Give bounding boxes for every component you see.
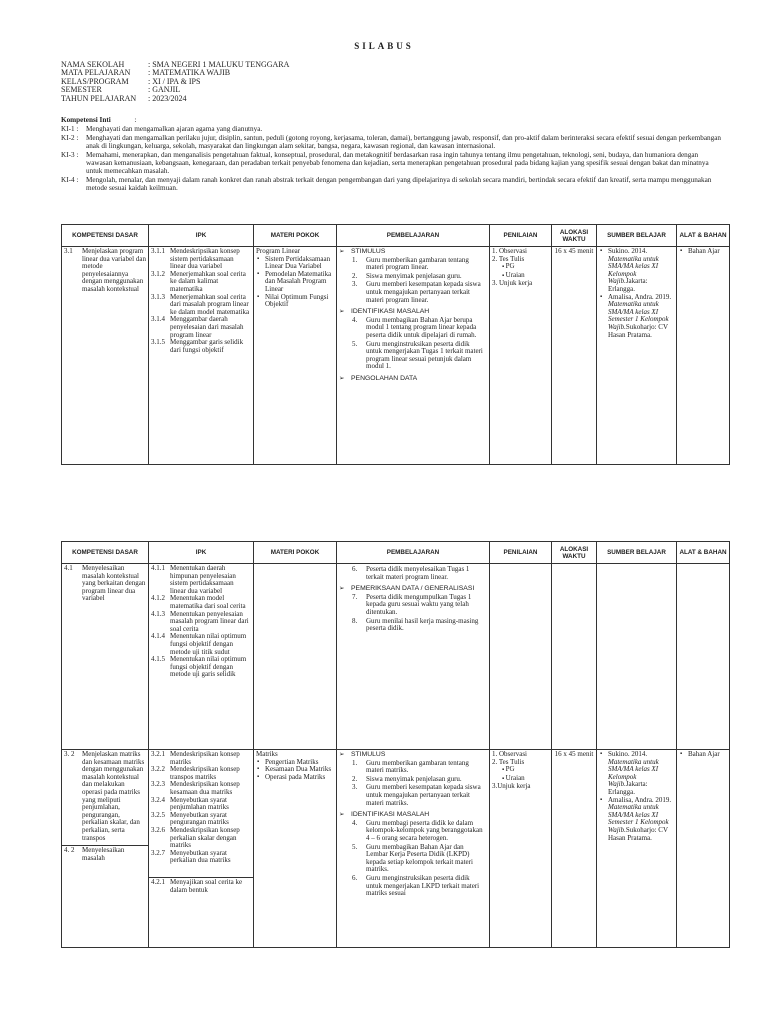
ipk-text: Mendeskripsikan konsep sistem pertidaksamaan linear dua variabel	[170, 247, 240, 271]
kd-number: 4. 2	[64, 846, 75, 855]
step-number: 4.	[352, 315, 358, 324]
materi-list	[256, 256, 334, 309]
section-title: PENGOLAHAN DATA	[351, 374, 418, 382]
sumber-publisher: Sukoharjo: CV Hasan Pratama.	[608, 825, 668, 842]
ipk-number: 3.2.5	[151, 810, 165, 819]
sumber-author: Amalisa, Andra. 2019.	[608, 795, 672, 804]
sumber-author: Sukino. 2014.	[608, 750, 648, 758]
ipk-item	[151, 248, 251, 271]
section-heading	[339, 375, 487, 383]
table-row	[62, 247, 730, 465]
ipk-text: Mendeskripsikan konsep kesamaan dua matriks	[170, 780, 240, 796]
sumber-item	[608, 248, 674, 294]
ipk-number: 3.2.6	[151, 825, 165, 834]
penilaian-cell	[490, 247, 552, 465]
step-number: 7.	[352, 592, 358, 601]
pembelajaran-step	[339, 875, 487, 898]
step-number: 4.	[352, 818, 358, 827]
info-label: SEMESTER	[61, 85, 102, 95]
kd-number: 3.1	[64, 247, 73, 255]
step-text: Guru memberi kesempatan kepada siswa untuk mengajukan pertanyaan terkait materi matriks.	[366, 783, 481, 807]
alat-item: ▪ Bahan Ajar	[688, 248, 727, 256]
penilaian-item: 3.Unjuk kerja	[492, 782, 531, 791]
ipk-number: 3.1.1	[151, 247, 165, 255]
step-number: 6.	[352, 873, 358, 882]
ipk-number: 3.2.3	[151, 780, 165, 789]
materi-item: ▪ Nilai Optimum Fungsi Objektif	[265, 294, 334, 309]
kd-text: Menjelaskan matriks dan kesamaan matriks dengan menggunakan masalah kontekstual dan melakukan operasi pada matriks yang meliputi penjumlahan, pengurangan, perkalian skalar, dan perkalian, serta transpos	[82, 750, 145, 842]
materi-list	[256, 759, 334, 782]
ipk-number: 3.1.4	[151, 315, 165, 324]
ipk-item	[151, 633, 251, 656]
ipk-number: 3.1.2	[151, 269, 165, 278]
empty-cell	[677, 564, 730, 750]
ki-text: Menghayati dan mengamalkan ajaran agama yang dianutnya.	[86, 125, 263, 134]
ipk-text: Mendeskripsikan konsep transpos matriks	[170, 765, 240, 781]
header-alokasi: ALOKASI WAKTU	[552, 542, 597, 564]
header-pembelajaran: PEMBELAJARAN	[337, 542, 490, 564]
ipk-item	[151, 850, 251, 865]
info-value: : GANJIL	[148, 85, 181, 95]
penilaian-cell	[490, 750, 552, 948]
pembelajaran-step	[339, 760, 487, 775]
info-row	[61, 95, 289, 103]
sumber-title: Matematika untuk SMA/MA kelas XI Semester 1 Kelompok Wajib.	[608, 300, 669, 331]
kd-item	[64, 248, 146, 294]
pembelajaran-step	[339, 257, 487, 272]
ipk-number: 4.1.4	[151, 632, 165, 641]
alokasi-cell: 16 x 45 menit	[552, 750, 597, 948]
section-heading	[339, 585, 487, 593]
info-value: : 2023/2024	[148, 93, 187, 103]
header-kd: KOMPETENSI DASAR	[62, 542, 149, 564]
pembelajaran-step	[339, 844, 487, 874]
table-row	[62, 750, 730, 948]
alat-cell	[677, 247, 730, 465]
sumber-cell	[597, 247, 677, 465]
ipk-item	[151, 827, 251, 850]
ipk-number: 3.2.2	[151, 765, 165, 774]
ipk-number: 3.1.3	[151, 292, 165, 301]
ipk-item	[151, 271, 251, 294]
ki-item	[61, 151, 723, 176]
materi-item: ▪ Pemodelan Matematika dan Masalah Program Linear	[265, 271, 334, 294]
info-label: KELAS/PROGRAM	[61, 76, 129, 86]
header-penilaian: PENILAIAN	[490, 542, 552, 564]
arrow-icon: ➢	[339, 585, 345, 593]
materi-title: Program Linear	[256, 247, 301, 255]
pembelajaran-step	[339, 784, 487, 807]
sumber-title: Matematika untuk SMA/MA kelas XI Kelompok Wajib.	[608, 757, 659, 789]
ipk-text: Menentukan daerah himpunan penyelesaian sistem pertidaksamaan linear dua variabel	[170, 564, 236, 595]
sumber-list	[599, 248, 674, 339]
sumber-publisher: Jakarta: Erlangga.	[608, 780, 648, 796]
ki-code: KI-3 :	[61, 150, 79, 159]
materi-item: ▪ Pengertian Matriks	[265, 759, 334, 767]
ipk-item	[151, 595, 251, 610]
ipk-text: Mendeskripsikan konsep perkalian skalar dengan matriks	[170, 825, 240, 850]
ipk-item	[151, 565, 251, 595]
arrow-icon: ➢	[339, 751, 345, 758]
ipk-text: Menentukan nilai optimum fungsi objektif dengan metode uji garis selidik	[170, 655, 247, 679]
kd-number: 4.1	[64, 564, 73, 572]
sumber-list	[599, 751, 674, 842]
ki-text: Memahami, menerapkan, dan menganalisis pengetahuan faktual, konseptual, prosedural, dan metakognitif berdasarkan rasa ingin tahunya tentang ilmu pengetahuan, teknologi, seni, budaya, dan humaniora dengan wawasan kemanusiaan, kebangsaan, kenegaraan, dan peradaban terkait penyebab fenomena dan kejadian, serta menerapkan pengetahuan prosedural pada bidang kajian yang spesifik sesuai dengan bakat dan minatnya untuk memecahkan masalah.	[86, 150, 709, 176]
header-penilaian: PENILAIAN	[490, 225, 552, 247]
header-materi: MATERI POKOK	[254, 542, 337, 564]
step-text: Peserta didik menyelesaikan Tugas 1 terkait materi program linear.	[366, 565, 470, 581]
materi-item: ▪ Sistem Pertidaksamaan Linear Dua Variabel	[265, 256, 334, 271]
info-value: : SMA NEGERI 1 MALUKU TENGGARA	[148, 60, 290, 69]
header-kd: KOMPETENSI DASAR	[62, 225, 149, 247]
pembelajaran-step	[339, 594, 487, 617]
ipk-text: Menyebutkan syarat perkalian dua matriks	[170, 848, 231, 865]
header-sumber: SUMBER BELAJAR	[597, 542, 677, 564]
ki-item	[61, 134, 723, 151]
ki-list	[61, 125, 723, 192]
ipk-item	[151, 656, 251, 679]
header-ipk: IPK	[149, 542, 254, 564]
penilaian-item: 2. Tes Tulis	[492, 254, 525, 263]
sumber-title: Matematika untuk SMA/MA kelas XI Kelompok Wajib.	[608, 254, 659, 286]
ipk-item	[151, 751, 251, 766]
ipk-item	[151, 879, 251, 894]
ipk-number: 4.1.5	[151, 655, 165, 664]
ipk-cell	[149, 564, 254, 750]
ki-code: KI-4 :	[61, 175, 79, 184]
empty-cell	[552, 564, 597, 750]
ipk-text: Menerjemahkan soal cerita dari masalah program linear ke dalam model matematika	[170, 292, 250, 316]
materi-title: Matriks	[256, 750, 278, 758]
ipk-text: Menggambar garis selidik dari fungsi objektif	[170, 338, 244, 354]
info-label: NAMA SEKOLAH	[61, 60, 125, 69]
syllabus-table-1	[61, 224, 730, 465]
step-text: Guru menginstruksikan peserta didik untuk mengerjakan LKPD terkait materi matriks sesuai	[366, 873, 480, 898]
header-alat: ALAT & BAHAN	[677, 225, 730, 247]
kd-cell	[62, 564, 149, 750]
ipk-number: 4.1.2	[151, 594, 165, 603]
ipk-item	[151, 781, 251, 796]
ipk-text: Menentukan model matematika dari soal cerita	[170, 594, 246, 610]
pembelajaran-cell	[337, 750, 490, 948]
step-text: Siswa menyimak penjelasan guru.	[366, 271, 462, 280]
materi-cell	[254, 750, 337, 948]
document-title: SILABUS	[354, 41, 414, 51]
ipk-number: 4.1.1	[151, 564, 165, 572]
ki-heading-label: Kompetensi Inti	[61, 116, 111, 124]
ipk-item	[151, 339, 251, 354]
penilaian-item: 2. Tes Tulis	[492, 757, 525, 766]
section-title: PEMERIKSAAN DATA / GENERALISASI	[351, 585, 475, 593]
kd-text: Menyelesaikan masalah	[82, 846, 125, 862]
ipk-number: 3.2.7	[151, 848, 165, 857]
ipk-number: 3.2.1	[151, 750, 165, 758]
ki-heading	[61, 116, 723, 124]
arrow-icon: ➢	[339, 374, 345, 382]
ipk-text: Menyebutkan syarat pengurangan matriks	[170, 810, 229, 827]
ki-text: Mengolah, menalar, dan menyaji dalam ranah konkret dan ranah abstrak terkait dengan pengembangan dari yang dipelajarinya di sekolah secara mandiri, bertindak secara efektif dan kreatif, serta mampu menggunakan metode sesuai kaidah keilmuan.	[86, 175, 712, 193]
penilaian-sub-item: ▪ Uraian	[502, 272, 549, 281]
penilaian-sub-item: ▪ Uraian	[502, 775, 549, 784]
sumber-publisher: Jakarta: Erlangga.	[608, 277, 648, 293]
pembelajaran-step	[339, 820, 487, 843]
step-number: 3.	[352, 783, 358, 792]
penilaian-item: 1. Observasi	[492, 750, 527, 758]
header-row	[62, 225, 730, 247]
ipk-text: Menggambar daerah penyelesaian dari masalah program linear	[170, 315, 244, 339]
sumber-cell	[597, 750, 677, 948]
penilaian-item: 1. Observasi	[492, 247, 527, 255]
pembelajaran-step	[339, 776, 487, 784]
header-ipk: IPK	[149, 225, 254, 247]
info-value: : MATEMATIKA WAJIB	[148, 68, 231, 78]
section-title: STIMULUS	[351, 248, 386, 255]
kd-text: Menyelesaikan masalah kontekstual yang berkaitan dengan program linear dua variabel	[82, 564, 146, 603]
step-text: Guru memberi kesempatan kepada siswa untuk mengajukan pertanyaan terkait materi program linear.	[366, 280, 481, 304]
step-number: 6.	[352, 565, 358, 573]
materi-item: ▪ Operasi pada Matriks	[265, 774, 334, 782]
pembelajaran-cell	[337, 564, 490, 750]
step-number: 5.	[352, 842, 358, 851]
alokasi-cell: 16 x 45 menit	[552, 247, 597, 465]
header-row	[62, 542, 730, 564]
arrow-icon: ➢	[339, 811, 345, 819]
step-number: 2.	[352, 271, 358, 280]
alat-list	[679, 751, 727, 759]
step-text: Siswa menyimak penjelasan guru.	[366, 774, 462, 783]
step-number: 5.	[352, 339, 358, 348]
step-text: Guru menilai hasil kerja masing-masing peserta didik.	[366, 616, 479, 633]
ipk-number: 4.1.3	[151, 609, 165, 618]
step-text: Guru menginstruksikan peserta didik untuk mengerjakan Tugas 1 terkait materi program linear sesuai petunjuk dalam modul 1.	[366, 339, 483, 371]
ipk-text: Menentukan penyelesaian masalah program linear dari soal cerita	[170, 609, 249, 633]
ki-text: Menghayati dan mengamalkan perilaku jujur, disiplin, santun, peduli (gotong royong, kerjasama, toleran, damai), bertanggung jawab, responsif, dan pro-aktif dalam berinteraksi secara efektif sesuai dengan perkembangan anak di lingkungan, keluarga, sekolah, masyarakat dan lingkungan alam sekitar, bangsa, negara, kawasan regional, dan kawasan internasional.	[86, 133, 721, 151]
penilaian-sub	[492, 766, 549, 783]
pembelajaran-step	[339, 281, 487, 304]
pembelajaran-step	[339, 566, 487, 581]
header-materi: MATERI POKOK	[254, 225, 337, 247]
section-title: IDENTIFIKASI MASALAH	[351, 308, 430, 316]
pembelajaran-step	[339, 317, 487, 340]
ipk-text: Menentukan nilai optimum fungsi objektif dengan metode uji titik sudut	[170, 632, 247, 656]
sumber-item	[608, 294, 674, 340]
ipk-cell	[149, 247, 254, 465]
kd-item	[64, 751, 146, 842]
ipk-cell	[149, 750, 254, 948]
section-heading	[339, 751, 487, 759]
ki-code: KI-1 :	[61, 125, 79, 134]
step-number: 1.	[352, 758, 358, 767]
ipk-item	[151, 294, 251, 317]
step-number: 2.	[352, 774, 358, 783]
empty-cell	[490, 564, 552, 750]
ipk-text: Menerjemahkan soal cerita ke dalam kalimat matematika	[170, 269, 246, 293]
kd-number: 3. 2	[64, 750, 75, 758]
ipk-item	[151, 797, 251, 812]
materi-item: ▪ Kesamaan Dua Matriks	[265, 766, 334, 774]
kd-text: Menjelaskan program linear dua variabel dan metode penyelesaiannya dengan menggunakan masalah kontekstual	[82, 247, 146, 293]
alat-item: ▪ Bahan Ajar	[688, 751, 727, 759]
step-text: Peserta didik mengumpulkan Tugas 1 kepada guru sesuai waktu yang telah ditentukan.	[366, 592, 472, 616]
school-info	[61, 61, 289, 103]
step-text: Guru memberikan gambaran tentang materi matriks.	[366, 758, 469, 775]
empty-cell	[597, 564, 677, 750]
alat-list	[679, 248, 727, 256]
step-text: Guru memberikan gambaran tentang materi program linear.	[366, 255, 469, 272]
kompetensi-inti	[61, 116, 723, 193]
ipk-text: Menyebutkan syarat penjumlahan matriks	[170, 795, 229, 812]
sumber-publisher: Sukoharjo: CV Hasan Pratama.	[608, 322, 668, 339]
step-text: Guru membagikan Bahan Ajar berupa modul 1 tentang program linear kepada peserta didik untuk dipelajari di rumah.	[366, 315, 477, 339]
info-label: TAHUN PELAJARAN	[61, 93, 137, 103]
sumber-item	[608, 797, 674, 843]
alat-cell	[677, 750, 730, 948]
header-alat: ALAT & BAHAN	[677, 542, 730, 564]
step-text: Guru membagikan Bahan Ajar dan Lembar Kerja Peserta Didik (LKPD) kepada setiap kelompok terkait materi matriks.	[366, 842, 473, 874]
step-number: 8.	[352, 616, 358, 625]
pembelajaran-step	[339, 341, 487, 371]
pembelajaran-cell	[337, 247, 490, 465]
kd-cell	[62, 750, 149, 948]
ipk-number: 4.2.1	[151, 877, 165, 886]
section-title: STIMULUS	[351, 751, 386, 758]
penilaian-sub-item: ▪ PG	[502, 766, 549, 775]
ki-item	[61, 125, 723, 133]
ipk-item	[151, 766, 251, 781]
ipk-item	[151, 611, 251, 634]
ipk-text: Mendeskripsikan konsep matriks	[170, 750, 240, 766]
header-alokasi: ALOKASI WAKTU	[552, 225, 597, 247]
ipk-item	[151, 812, 251, 827]
step-text: Guru membagi peserta didik ke dalam kelompok-kelompok yang beranggotakan 4 – 6 orang secara heterogen.	[366, 818, 483, 842]
info-label: MATA PELAJARAN	[61, 68, 131, 78]
ki-item	[61, 176, 723, 193]
kd-item	[64, 847, 146, 862]
pembelajaran-step	[339, 273, 487, 281]
sumber-author: Sukino. 2014.	[608, 247, 648, 255]
sumber-item	[608, 751, 674, 797]
table-row	[62, 564, 730, 750]
kd-cell	[62, 247, 149, 465]
section-heading	[339, 811, 487, 819]
arrow-icon: ➢	[339, 248, 345, 255]
sumber-author: Amalisa, Andra. 2019.	[608, 292, 672, 301]
pembelajaran-step	[339, 618, 487, 633]
materi-cell	[254, 247, 337, 465]
materi-cell	[254, 564, 337, 750]
header-sumber: SUMBER BELAJAR	[597, 225, 677, 247]
ipk-text: Menyajikan soal cerita ke dalam bentuk	[170, 877, 243, 894]
ipk-item	[151, 316, 251, 339]
arrow-icon: ➢	[339, 308, 345, 316]
penilaian-sub-item: ▪ PG	[502, 263, 549, 272]
step-number: 1.	[352, 255, 358, 264]
sumber-title: Matematika untuk SMA/MA kelas XI Semester 1 Kelompok Wajib.	[608, 803, 669, 834]
ki-heading-colon: :	[134, 116, 137, 124]
step-number: 3.	[352, 280, 358, 289]
header-pembelajaran: PEMBELAJARAN	[337, 225, 490, 247]
section-title: IDENTIFIKASI MASALAH	[351, 811, 430, 819]
ipk-number: 3.2.4	[151, 795, 165, 804]
syllabus-table-2	[61, 541, 730, 948]
section-heading	[339, 308, 487, 316]
penilaian-item: 3. Unjuk kerja	[492, 279, 533, 288]
kd-item	[64, 565, 146, 603]
info-value: : XI / IPA & IPS	[148, 76, 201, 86]
ipk-number: 3.1.5	[151, 338, 165, 347]
section-heading	[339, 248, 487, 256]
penilaian-sub	[492, 263, 549, 280]
ki-code: KI-2 :	[61, 133, 79, 142]
